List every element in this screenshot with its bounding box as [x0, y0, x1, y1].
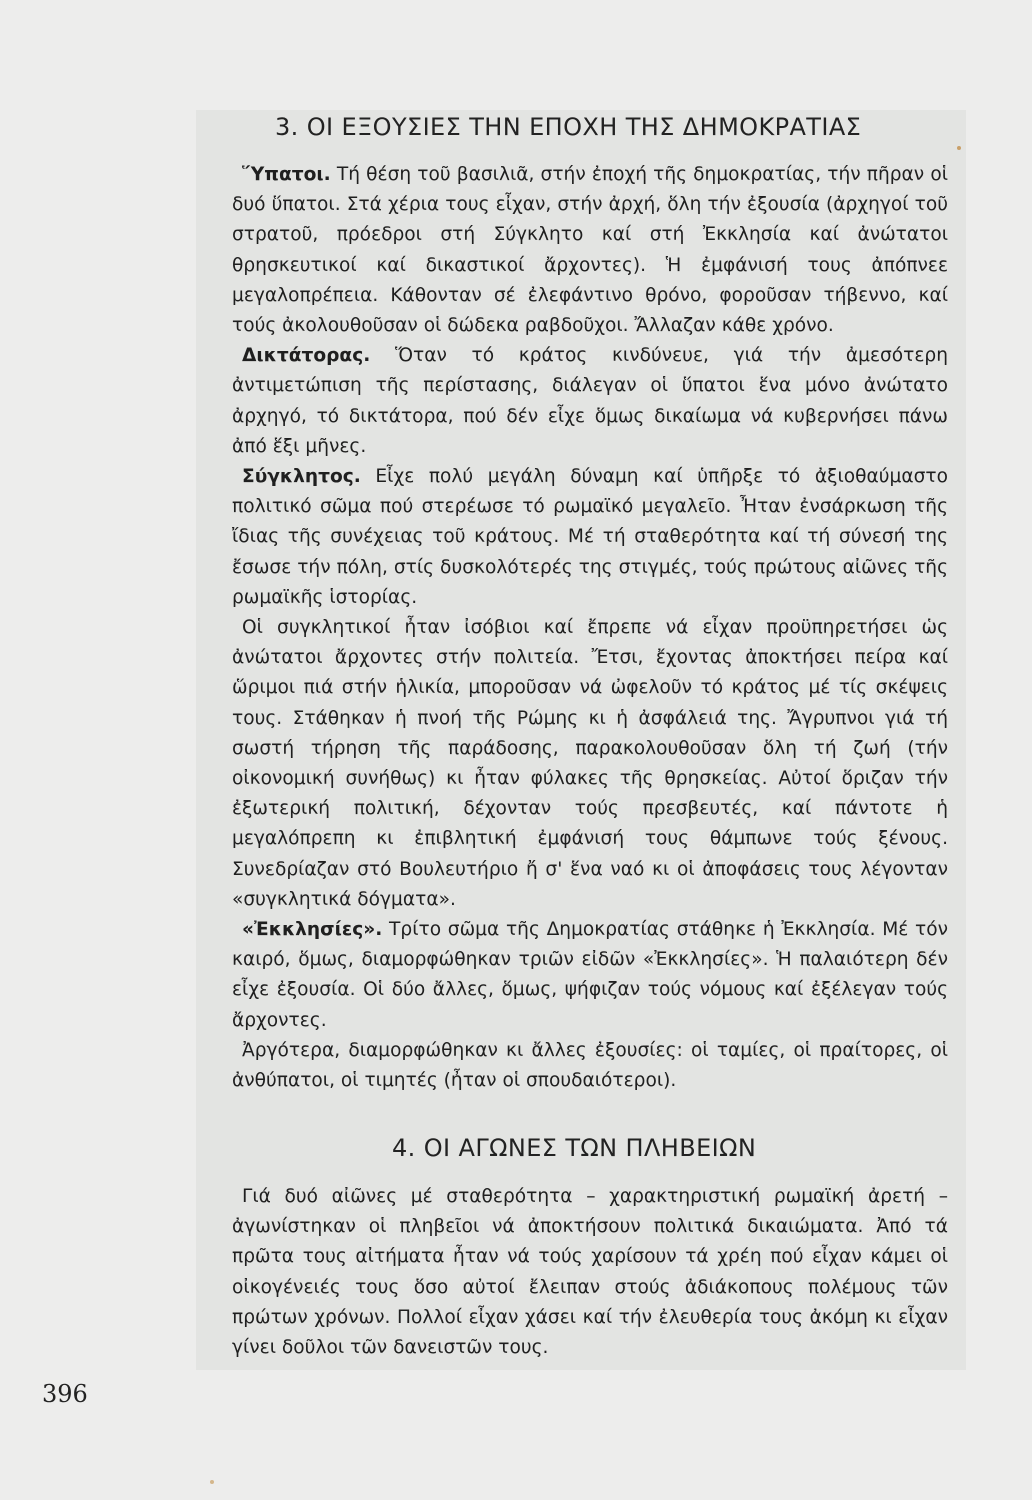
section-body	[232, 160, 948, 1096]
stain-mark	[210, 1480, 214, 1484]
paragraph	[232, 613, 948, 915]
section-heading: 4. ΟΙ ΑΓΩΝΕΣ ΤΩΝ ΠΛΗΒΕΙΩΝ	[392, 1134, 757, 1162]
paragraph	[232, 1182, 948, 1363]
paragraph-text: Τρίτο σῶμα τῆς Δημοκρατίας στάθηκε ἡ Ἐκκλησία. Μέ τόν καιρό, ὅμως, διαμορφώθηκαν τριῶν εἰδῶν «Ἐκκλησίες». Ἡ παλαιότερη δέν εἶχε ἐξουσία. Οἱ δύο ἄλλες, ὅμως, ψήφιζαν τούς νόμους καί ἐξέλεγαν τούς ἄρχοντες.	[232, 919, 948, 1031]
page-number: 396	[42, 1380, 88, 1408]
section-body	[232, 1182, 948, 1363]
term-label: Ὕπατοι.	[242, 164, 331, 185]
section-heading: 3. ΟΙ ΕΞΟΥΣΙΕΣ ΤΗΝ ΕΠΟΧΗ ΤΗΣ ΔΗΜΟΚΡΑΤΙΑΣ	[275, 113, 862, 141]
paragraph	[232, 915, 948, 1036]
paragraph	[232, 160, 948, 341]
term-label: Σύγκλητος.	[242, 466, 361, 488]
paragraph	[232, 1036, 948, 1096]
paragraph-text: Εἶχε πολύ μεγάλη δύναμη καί ὑπῆρξε τό ἀξιοθαύμαστο πολιτικό σῶμα πού στερέωσε τό ρωμαϊκό μεγαλεῖο. Ἦταν ἐνσάρκωση τῆς ἴδιας τῆς συνέχειας τοῦ κράτους. Μέ τή σταθερότητα καί τή σύνεσή της ἔσωσε τήν πόλη, στίς δυσκολότερές της στιγμές, τούς πρώτους αἰῶνες τῆς ρωμαϊκῆς ἱστορίας.	[232, 466, 948, 608]
paragraph-text: Γιά δυό αἰῶνες μέ σταθερότητα – χαρακτηριστική ρωμαϊκή ἀρετή – ἀγωνίστηκαν οἱ πληβεῖοι νά ἀποκτήσουν πολιτικά δικαιώματα. Ἀπό τά πρῶτα τους αἰτήματα ἦταν νά τούς χαρίσουν τά χρέη πού εἶχαν κάμει οἱ οἰκογένειές τους ὅσο αὐτοί ἔλειπαν στούς ἀδιάκοπους πολέμους τῶν πρώτων χρόνων. Πολλοί εἶχαν χάσει καί τήν ἐλευθερία τους ἀκόμη κι εἶχαν γίνει δοῦλοι τῶν δανειστῶν τους.	[232, 1186, 948, 1359]
paragraph-text: Τή θέση τοῦ βασιλιᾶ, στήν ἐποχή τῆς δημοκρατίας, τήν πῆραν οἱ δυό ὕπατοι. Στά χέρια τους εἶχαν, στήν ἀρχή, ὅλη τήν ἐξουσία (ἀρχηγοί τοῦ στρατοῦ, πρόεδροι στή Σύγκλητο καί στή Ἐκκλησία καί ἀνώτατοι θρησκευτικοί καί δικαστικοί ἄρχοντες). Ἡ ἐμφάνισή τους ἀπόπνεε μεγαλοπρέπεια. Κάθονταν σέ ἐλεφάντινο θρόνο, φοροῦσαν τήβεννο, καί τούς ἀκολουθοῦσαν οἱ δώδεκα ραβδοῦχοι. Ἄλλαζαν κάθε χρόνο.	[232, 164, 948, 337]
term-label: «Ἐκκλησίες».	[242, 919, 383, 941]
paragraph-text: Ἀργότερα, διαμορφώθηκαν κι ἄλλες ἐξουσίες: οἱ ταμίες, οἱ πραίτορες, οἱ ἀνθύπατοι, οἱ τιμητές (ἦταν οἱ σπουδαιότεροι).	[232, 1039, 948, 1092]
paragraph-text: Ὅταν τό κράτος κινδύνευε, γιά τήν ἀμεσότερη ἀντιμετώπιση τῆς περίστασης, διάλεγαν οἱ ὕπατοι ἕνα μόνο ἀνώτατο ἀρχηγό, τό δικτάτορα, πού δέν εἶχε ὅμως δικαίωμα νά κυβερνήσει πάνω ἀπό ἕξι μῆνες.	[232, 345, 948, 457]
paragraph	[232, 462, 948, 613]
stain-mark	[957, 146, 961, 150]
term-label: Δικτάτορας.	[242, 345, 371, 367]
paragraph	[232, 341, 948, 462]
paragraph-text: Οἱ συγκλητικοί ἦταν ἰσόβιοι καί ἔπρεπε νά εἶχαν προϋπηρετήσει ὡς ἀνώτατοι ἄρχοντες στήν πολιτεία. Ἔτσι, ἔχοντας ἀποκτήσει πείρα καί ὥριμοι πιά στήν ἡλικία, μποροῦσαν νά ὠφελοῦν τό κράτος μέ τίς σκέψεις τους. Στάθηκαν ἡ πνοή τῆς Ρώμης κι ἡ ἀσφάλειά της. Ἄγρυπνοι γιά τή σωστή τήρηση τῆς παράδοσης, παρακολουθοῦσαν ὅλη τή ζωή (τήν οἰκονομική συνήθως) κι ἦταν φύλακες τῆς θρησκείας. Αὐτοί ὅριζαν τήν ἐξωτερική πολιτική, δέχονταν τούς πρεσβευτές, καί πάντοτε ἡ μεγαλόπρεπη κι ἐπιβλητική ἐμφάνισή τους θάμπωνε τούς ξένους. Συνεδρίαζαν στό Βουλευτήριο ἤ σ' ἕνα ναό κι οἱ ἀποφάσεις τους λέγονταν «συγκλητικά δόγματα».	[232, 617, 948, 910]
